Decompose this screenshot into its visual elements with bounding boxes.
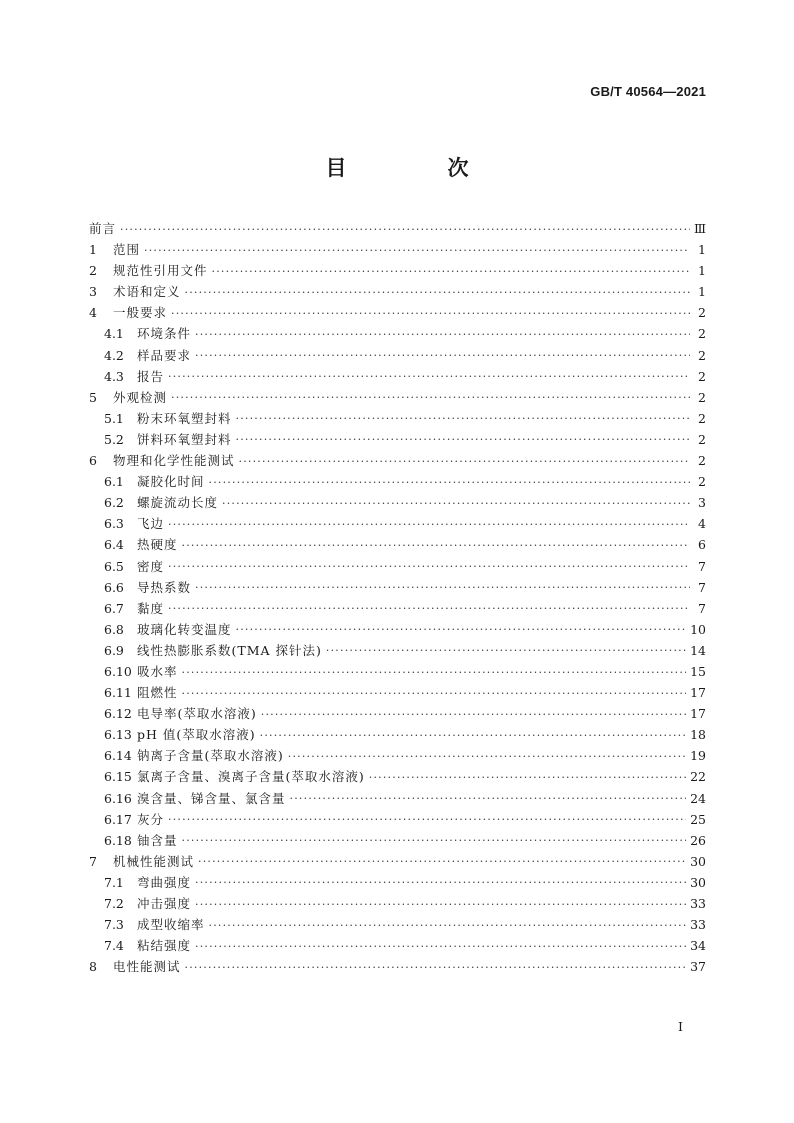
toc-entry-title: 飞边: [137, 516, 165, 532]
toc-leader-dots: [236, 412, 690, 424]
toc-entry[interactable]: [89, 872, 706, 893]
toc-entry-title: 黏度: [137, 600, 165, 616]
toc-entry-page: 33: [690, 917, 706, 933]
toc-entry-title: 一般要求: [113, 305, 168, 321]
toc-entry-title: 成型收缩率: [137, 917, 205, 933]
table-of-contents: [89, 218, 706, 977]
toc-entry-number: 6.14: [104, 748, 132, 764]
toc-leader-dots: [185, 286, 690, 298]
toc-entry[interactable]: [89, 809, 706, 830]
toc-leader-dots: [222, 497, 690, 509]
toc-entry[interactable]: [89, 914, 706, 935]
toc-entry-page: 2: [698, 410, 706, 426]
page-title: 目 次: [325, 155, 509, 180]
toc-entry-number: 6.9: [104, 642, 124, 658]
toc-entry-title: 电性能测试: [113, 959, 181, 975]
toc-leader-dots: [198, 855, 686, 867]
toc-entry[interactable]: [89, 598, 706, 619]
toc-entry-number: 2: [89, 263, 97, 279]
toc-leader-dots: [195, 940, 686, 952]
toc-entry-title: 规范性引用文件: [113, 263, 208, 279]
toc-entry[interactable]: [89, 218, 706, 239]
toc-entry[interactable]: [89, 745, 706, 766]
toc-leader-dots: [288, 750, 686, 762]
toc-entry-number: 5: [89, 389, 97, 405]
toc-entry-title: 外观检测: [113, 389, 168, 405]
toc-leader-dots: [168, 813, 686, 825]
toc-entry[interactable]: [89, 323, 706, 344]
toc-leader-dots: [261, 708, 686, 720]
toc-entry[interactable]: [89, 513, 706, 534]
toc-entry[interactable]: [89, 387, 706, 408]
toc-leader-dots: [290, 792, 687, 804]
toc-entry-page: 33: [690, 896, 706, 911]
toc-entry-page: 2: [698, 347, 706, 363]
toc-entry[interactable]: [89, 788, 706, 809]
toc-entry-title: 钠离子含量(萃取水溶液): [137, 748, 284, 764]
standard-code: GB/T 40564—2021: [590, 84, 706, 99]
toc-entry[interactable]: [89, 429, 706, 450]
toc-entry-number: 7.4: [104, 938, 124, 954]
toc-entry-page: 34: [690, 938, 706, 954]
toc-entry-number: 7: [89, 853, 97, 869]
toc-entry[interactable]: [89, 661, 706, 682]
toc-entry-page: Ⅲ: [693, 221, 706, 236]
toc-entry-title: 密度: [137, 558, 165, 574]
toc-entry-title: 粘结强度: [137, 938, 192, 954]
toc-entry-title: 报告: [137, 368, 165, 384]
toc-entry-title: 样品要求: [137, 347, 192, 363]
toc-entry-page: 1: [698, 284, 706, 300]
toc-leader-dots: [369, 771, 686, 783]
toc-entry-number: 4.1: [104, 326, 124, 342]
toc-entry-title: 物理和化学性能测试: [113, 453, 235, 469]
page-number: I: [678, 1019, 683, 1034]
toc-entry-title: 机械性能测试: [113, 853, 195, 869]
toc-entry-page: 26: [690, 832, 706, 848]
toc-entry[interactable]: [89, 766, 706, 787]
toc-leader-dots: [182, 539, 690, 551]
toc-entry-number: 6.5: [104, 558, 124, 574]
toc-entry[interactable]: [89, 450, 706, 471]
toc-entry-number: 8: [89, 959, 97, 975]
toc-entry-title: 粉末环氧塑封料: [137, 410, 232, 426]
toc-entry[interactable]: [89, 619, 706, 640]
toc-entry-page: 2: [698, 326, 706, 342]
toc-leader-dots: [209, 919, 687, 931]
toc-entry-page: 7: [698, 579, 706, 595]
toc-entry[interactable]: [89, 577, 706, 598]
toc-entry[interactable]: [89, 302, 706, 323]
toc-entry-title: 饼料环氧塑封料: [137, 431, 232, 447]
toc-entry[interactable]: [89, 703, 706, 724]
toc-entry-page: 30: [690, 853, 706, 869]
toc-entry-page: 2: [698, 431, 706, 447]
toc-entry-number: 6.11: [104, 685, 132, 701]
toc-leader-dots: [182, 666, 687, 678]
toc-entry-number: 6.13: [104, 727, 132, 743]
toc-entry[interactable]: [89, 893, 706, 914]
toc-entry[interactable]: [89, 935, 706, 956]
toc-entry-page: 19: [690, 748, 706, 764]
toc-leader-dots: [239, 455, 690, 467]
toc-entry-title: 弯曲强度: [137, 874, 192, 890]
toc-entry-title: 吸水率: [137, 663, 178, 679]
toc-entry-page: 17: [690, 685, 706, 701]
toc-entry-number: 6.12: [104, 706, 132, 722]
toc-entry-title: 电导率(萃取水溶液): [137, 706, 257, 722]
toc-entry[interactable]: [89, 239, 706, 260]
toc-entry-title: 凝胶化时间: [137, 474, 205, 490]
toc-entry-number: 7.1: [104, 874, 124, 890]
toc-leader-dots: [236, 623, 687, 635]
toc-entry-number: 6.18: [104, 832, 132, 848]
toc-leader-dots: [168, 370, 690, 382]
toc-leader-dots: [326, 644, 686, 656]
toc-entry-page: 30: [690, 874, 706, 890]
toc-entry-title: 热硬度: [137, 537, 178, 553]
toc-entry-page: 14: [690, 642, 706, 658]
toc-entry[interactable]: [89, 408, 706, 429]
toc-entry-number: 1: [89, 242, 97, 258]
toc-leader-dots: [260, 729, 686, 741]
toc-entry-page: 7: [698, 600, 706, 616]
toc-leader-dots: [168, 560, 690, 572]
toc-leader-dots: [195, 581, 690, 593]
toc-entry-page: 3: [698, 495, 706, 511]
toc-entry[interactable]: [89, 956, 706, 977]
toc-entry-page: 25: [690, 811, 706, 827]
toc-entry-page: 2: [698, 305, 706, 321]
toc-entry-page: 15: [690, 663, 706, 679]
toc-entry-number: 6.2: [104, 495, 124, 511]
toc-entry[interactable]: [89, 281, 706, 302]
toc-entry-page: 1: [698, 242, 706, 258]
toc-entry[interactable]: [89, 471, 706, 492]
toc-entry[interactable]: [89, 345, 706, 366]
toc-entry-number: 7.2: [104, 896, 124, 911]
toc-leader-dots: [195, 328, 690, 340]
toc-entry[interactable]: [89, 556, 706, 577]
toc-leader-dots: [195, 349, 690, 361]
toc-leader-dots: [171, 391, 690, 403]
toc-entry-number: 6: [89, 453, 97, 469]
toc-leader-dots: [212, 265, 690, 277]
toc-entry-number: 6.17: [104, 811, 132, 827]
toc-entry[interactable]: [89, 260, 706, 281]
toc-entry-page: 10: [690, 621, 706, 637]
toc-leader-dots: [182, 834, 687, 846]
toc-leader-dots: [182, 687, 687, 699]
toc-leader-dots: [168, 602, 690, 614]
toc-entry-number: 6.10: [104, 663, 132, 679]
toc-entry-number: 5.1: [104, 410, 124, 426]
toc-entry[interactable]: [89, 682, 706, 703]
toc-entry-title: 线性热膨胀系数(TMA 探针法): [137, 642, 322, 658]
toc-entry[interactable]: [89, 640, 706, 661]
toc-leader-dots: [168, 518, 690, 530]
toc-entry-title: 阻燃性: [137, 685, 178, 701]
toc-entry-title: pH 值(萃取水溶液): [137, 727, 256, 743]
toc-leader-dots: [209, 476, 690, 488]
toc-entry[interactable]: [89, 851, 706, 872]
toc-entry-number: 7.3: [104, 917, 124, 933]
toc-entry-page: 2: [698, 368, 706, 384]
toc-entry[interactable]: [89, 534, 706, 555]
toc-entry-page: 22: [690, 769, 706, 785]
toc-entry-number: 6.3: [104, 516, 124, 532]
toc-entry-number: 6.6: [104, 579, 124, 595]
toc-entry-page: 7: [698, 558, 706, 574]
toc-entry-number: 6.8: [104, 621, 124, 637]
toc-leader-dots: [195, 876, 686, 888]
toc-entry-title: 前言: [89, 221, 117, 236]
toc-leader-dots: [144, 244, 690, 256]
toc-entry[interactable]: [89, 366, 706, 387]
toc-entry[interactable]: [89, 830, 706, 851]
toc-entry-page: 37: [690, 959, 706, 975]
toc-entry[interactable]: [89, 724, 706, 745]
toc-entry-number: 4: [89, 305, 97, 321]
toc-entry-title: 冲击强度: [137, 896, 192, 911]
toc-entry-number: 6.16: [104, 790, 132, 806]
toc-entry-number: 6.4: [104, 537, 124, 553]
toc-entry-title: 玻璃化转变温度: [137, 621, 232, 637]
toc-entry-title: 氯离子含量、溴离子含量(萃取水溶液): [137, 769, 365, 785]
toc-entry-number: 4.3: [104, 368, 124, 384]
toc-entry-number: 6.15: [104, 769, 132, 785]
toc-entry-number: 3: [89, 284, 97, 300]
toc-leader-dots: [185, 961, 687, 973]
toc-entry-title: 术语和定义: [113, 284, 181, 300]
toc-entry-page: 6: [698, 537, 706, 553]
toc-entry-number: 4.2: [104, 347, 124, 363]
toc-entry-page: 1: [698, 263, 706, 279]
toc-entry-page: 2: [698, 474, 706, 490]
toc-entry[interactable]: [89, 492, 706, 513]
toc-entry-title: 溴含量、锑含量、氯含量: [137, 790, 286, 806]
toc-leader-dots: [120, 223, 690, 235]
toc-leader-dots: [171, 307, 690, 319]
toc-entry-page: 2: [698, 389, 706, 405]
toc-entry-title: 铀含量: [137, 832, 178, 848]
toc-entry-title: 导热系数: [137, 579, 192, 595]
toc-entry-title: 范围: [113, 242, 141, 258]
toc-entry-title: 灰分: [137, 811, 165, 827]
toc-entry-page: 24: [690, 790, 706, 806]
toc-entry-title: 螺旋流动长度: [137, 495, 219, 511]
toc-leader-dots: [236, 433, 690, 445]
toc-entry-page: 18: [690, 727, 706, 743]
toc-entry-page: 2: [698, 453, 706, 469]
toc-entry-title: 环境条件: [137, 326, 192, 342]
toc-entry-page: 17: [690, 706, 706, 722]
toc-entry-page: 4: [698, 516, 706, 532]
toc-leader-dots: [195, 898, 686, 910]
toc-entry-number: 6.7: [104, 600, 124, 616]
toc-entry-number: 6.1: [104, 474, 124, 490]
toc-entry-number: 5.2: [104, 431, 124, 447]
